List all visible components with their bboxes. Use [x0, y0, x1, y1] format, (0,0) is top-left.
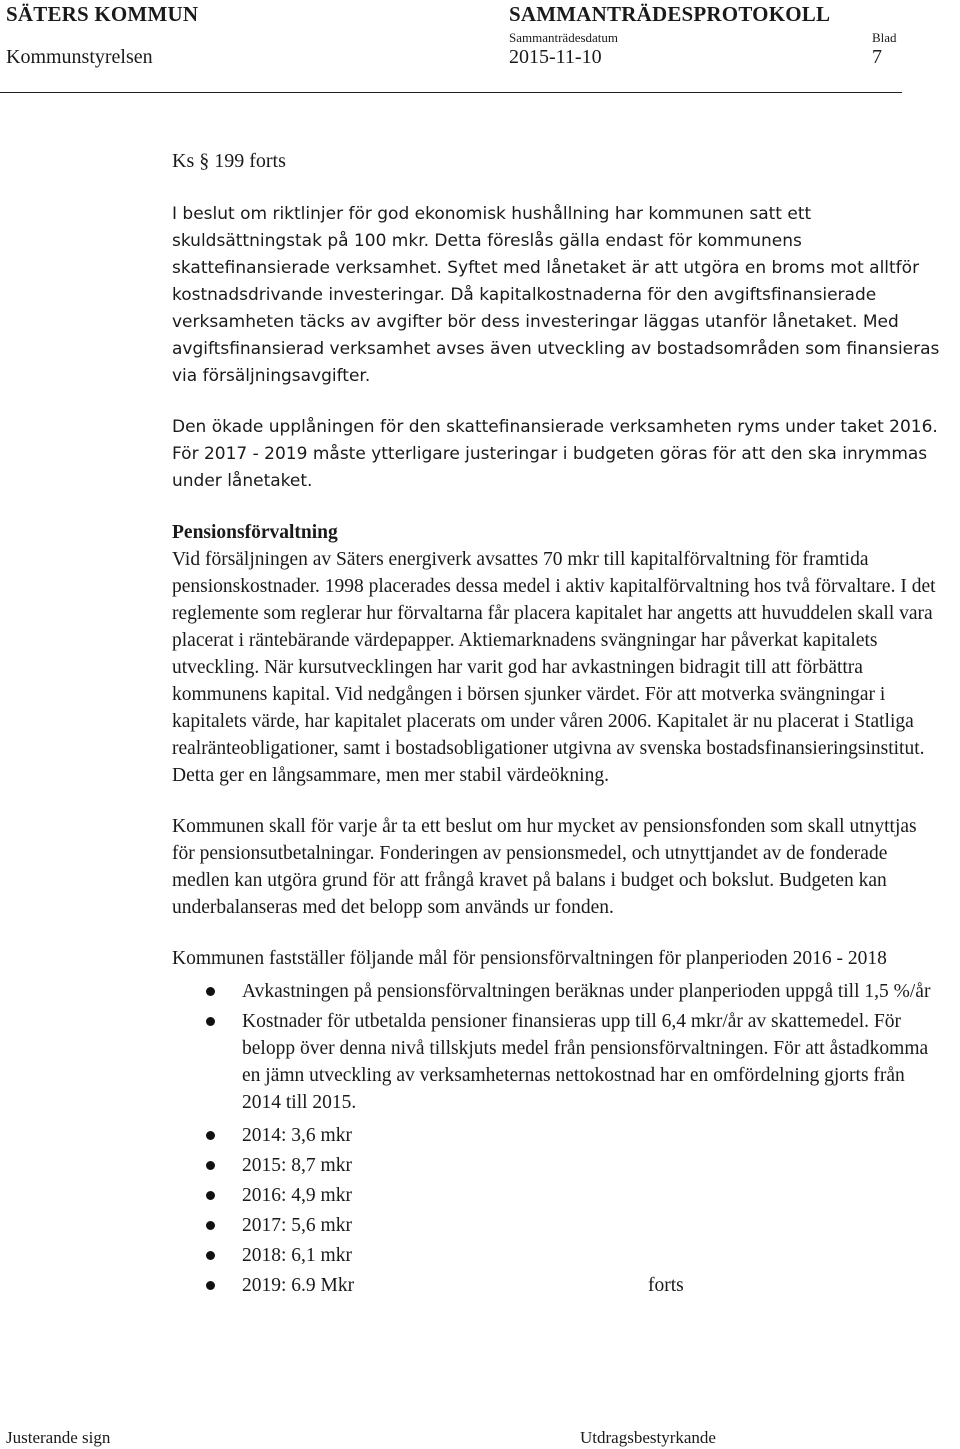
bullet-icon [206, 1161, 215, 1170]
list-item: 2017: 5,6 mkr [172, 1212, 942, 1239]
municipality-name: SÄTERS KOMMUN [6, 2, 199, 26]
bullet-icon [206, 1251, 215, 1260]
list-item: 2014: 3,6 mkr [172, 1122, 942, 1149]
pension-management-paragraph: Vid försäljningen av Säters energiverk avsattes 70 mkr till kapitalförvaltning för framtida pensionskostnader. 1998 placerades dessa medel i aktiv kapitalförvaltning hos två förvaltare. I det reglemente som reglerar hur förvaltarna får placera kapitalet har angetts att huvuddelen skall vara placerat i räntebärande värdepapper. Aktiemarknadens svängningar har påverkat kapitalets utveckling. När kursutvecklingen har varit god har avkastningen bidragit till att förbättra kommunens kapital. Vid nedgången i börsen sjunker värdet. För att motverka svängningar i kapitalets värde, har kapitalet placerats om under våren 2006. Kapitalet är nu placerat i Statliga realränteobligationer, samt i bostadsobligationer utgivna av svenska bostadsfinansieringsinstitut. Detta ger en långsammare, men mer stabil värdeökning. [172, 549, 936, 786]
list-item: 2015: 8,7 mkr [172, 1152, 942, 1179]
list-item: 2019: 6.9 Mkr forts [172, 1272, 942, 1299]
bullet-icon [206, 1191, 215, 1200]
page-label: Blad [872, 30, 897, 45]
debt-ceiling-paragraph: I beslut om riktlinjer för god ekonomisk hushållning har kommunen satt ett skuldsättningstak på 100 mkr. Detta föreslås gälla endast för kommunens skattefinansierade verksamhet. Syftet med lånetaket är att utgöra en broms mot alltför kostnadsdrivande investeringar. Då kapitalkostnaderna för den avgiftsfinansierade verksamheten täcks av avgifter bör dess investeringar läggas utanför lånetaket. Med avgiftsfinansierad verksamhet avses även utveckling av bostadsområden som finansieras via försäljningsavgifter. [172, 204, 940, 386]
bullet-icon [206, 1281, 215, 1290]
list-item: 2016: 4,9 mkr [172, 1182, 942, 1209]
bullet-icon [206, 1017, 215, 1026]
footer-extract-label: Utdragsbestyrkande [580, 1428, 716, 1447]
yearly-amounts-list [172, 1122, 942, 1299]
section-reference: Ks § 199 forts [172, 150, 286, 172]
bullet-icon [206, 1221, 215, 1230]
meeting-date-label: Sammanträdesdatum [509, 30, 619, 45]
page-number: 7 [872, 46, 882, 68]
pension-fund-paragraph: Kommunen skall för varje år ta ett beslut om hur mycket av pensionsfonden som skall utnyttjas för pensionsutbetalningar. Fonderingen av pensionsmedel, och utnyttjandet av de fonderade medlen kan utgöra grund för att frångå kravet på balans i budget och bokslut. Budgeten kan underbalanseras med det belopp som används ur fonden. [172, 816, 917, 918]
list-item: 2018: 6,1 mkr [172, 1242, 942, 1269]
document-body [172, 150, 942, 1302]
meeting-date: 2015-11-10 [509, 46, 602, 68]
goals-intro-paragraph: Kommunen fastställer följande mål för pensionsförvaltningen för planperioden 2016 - 2018 [172, 948, 887, 969]
committee-name: Kommunstyrelsen [6, 46, 153, 68]
list-item: Avkastningen på pensionsförvaltningen beräknas under planperioden uppgå till 1,5 %/år [172, 978, 942, 1005]
borrowing-paragraph: Den ökade upplåningen för den skattefinansierade verksamheten ryms under taket 2016. För 2017 - 2019 måste ytterligare justeringar i budgeten göras för att den ska inrymmas under lånetaket. [172, 417, 938, 491]
list-item: Kostnader för utbetalda pensioner finansieras upp till 6,4 mkr/år av skattemedel. För belopp över denna nivå tillskjuts medel från pensionsförvaltningen. För att åstadkomma en jämn utveckling av verksamheternas nettokostnad har en omfördelning gjorts från 2014 till 2015. [172, 1008, 942, 1116]
header-rule [0, 92, 902, 93]
protocol-title: SAMMANTRÄDESPROTOKOLL [509, 2, 831, 26]
footer-sign-label: Justerande sign [6, 1428, 111, 1447]
bullet-icon [206, 987, 215, 996]
goals-list [172, 978, 942, 1116]
bullet-icon [206, 1131, 215, 1140]
pension-heading: Pensionsförvaltning [172, 522, 338, 543]
continued-marker: forts [648, 1275, 684, 1296]
